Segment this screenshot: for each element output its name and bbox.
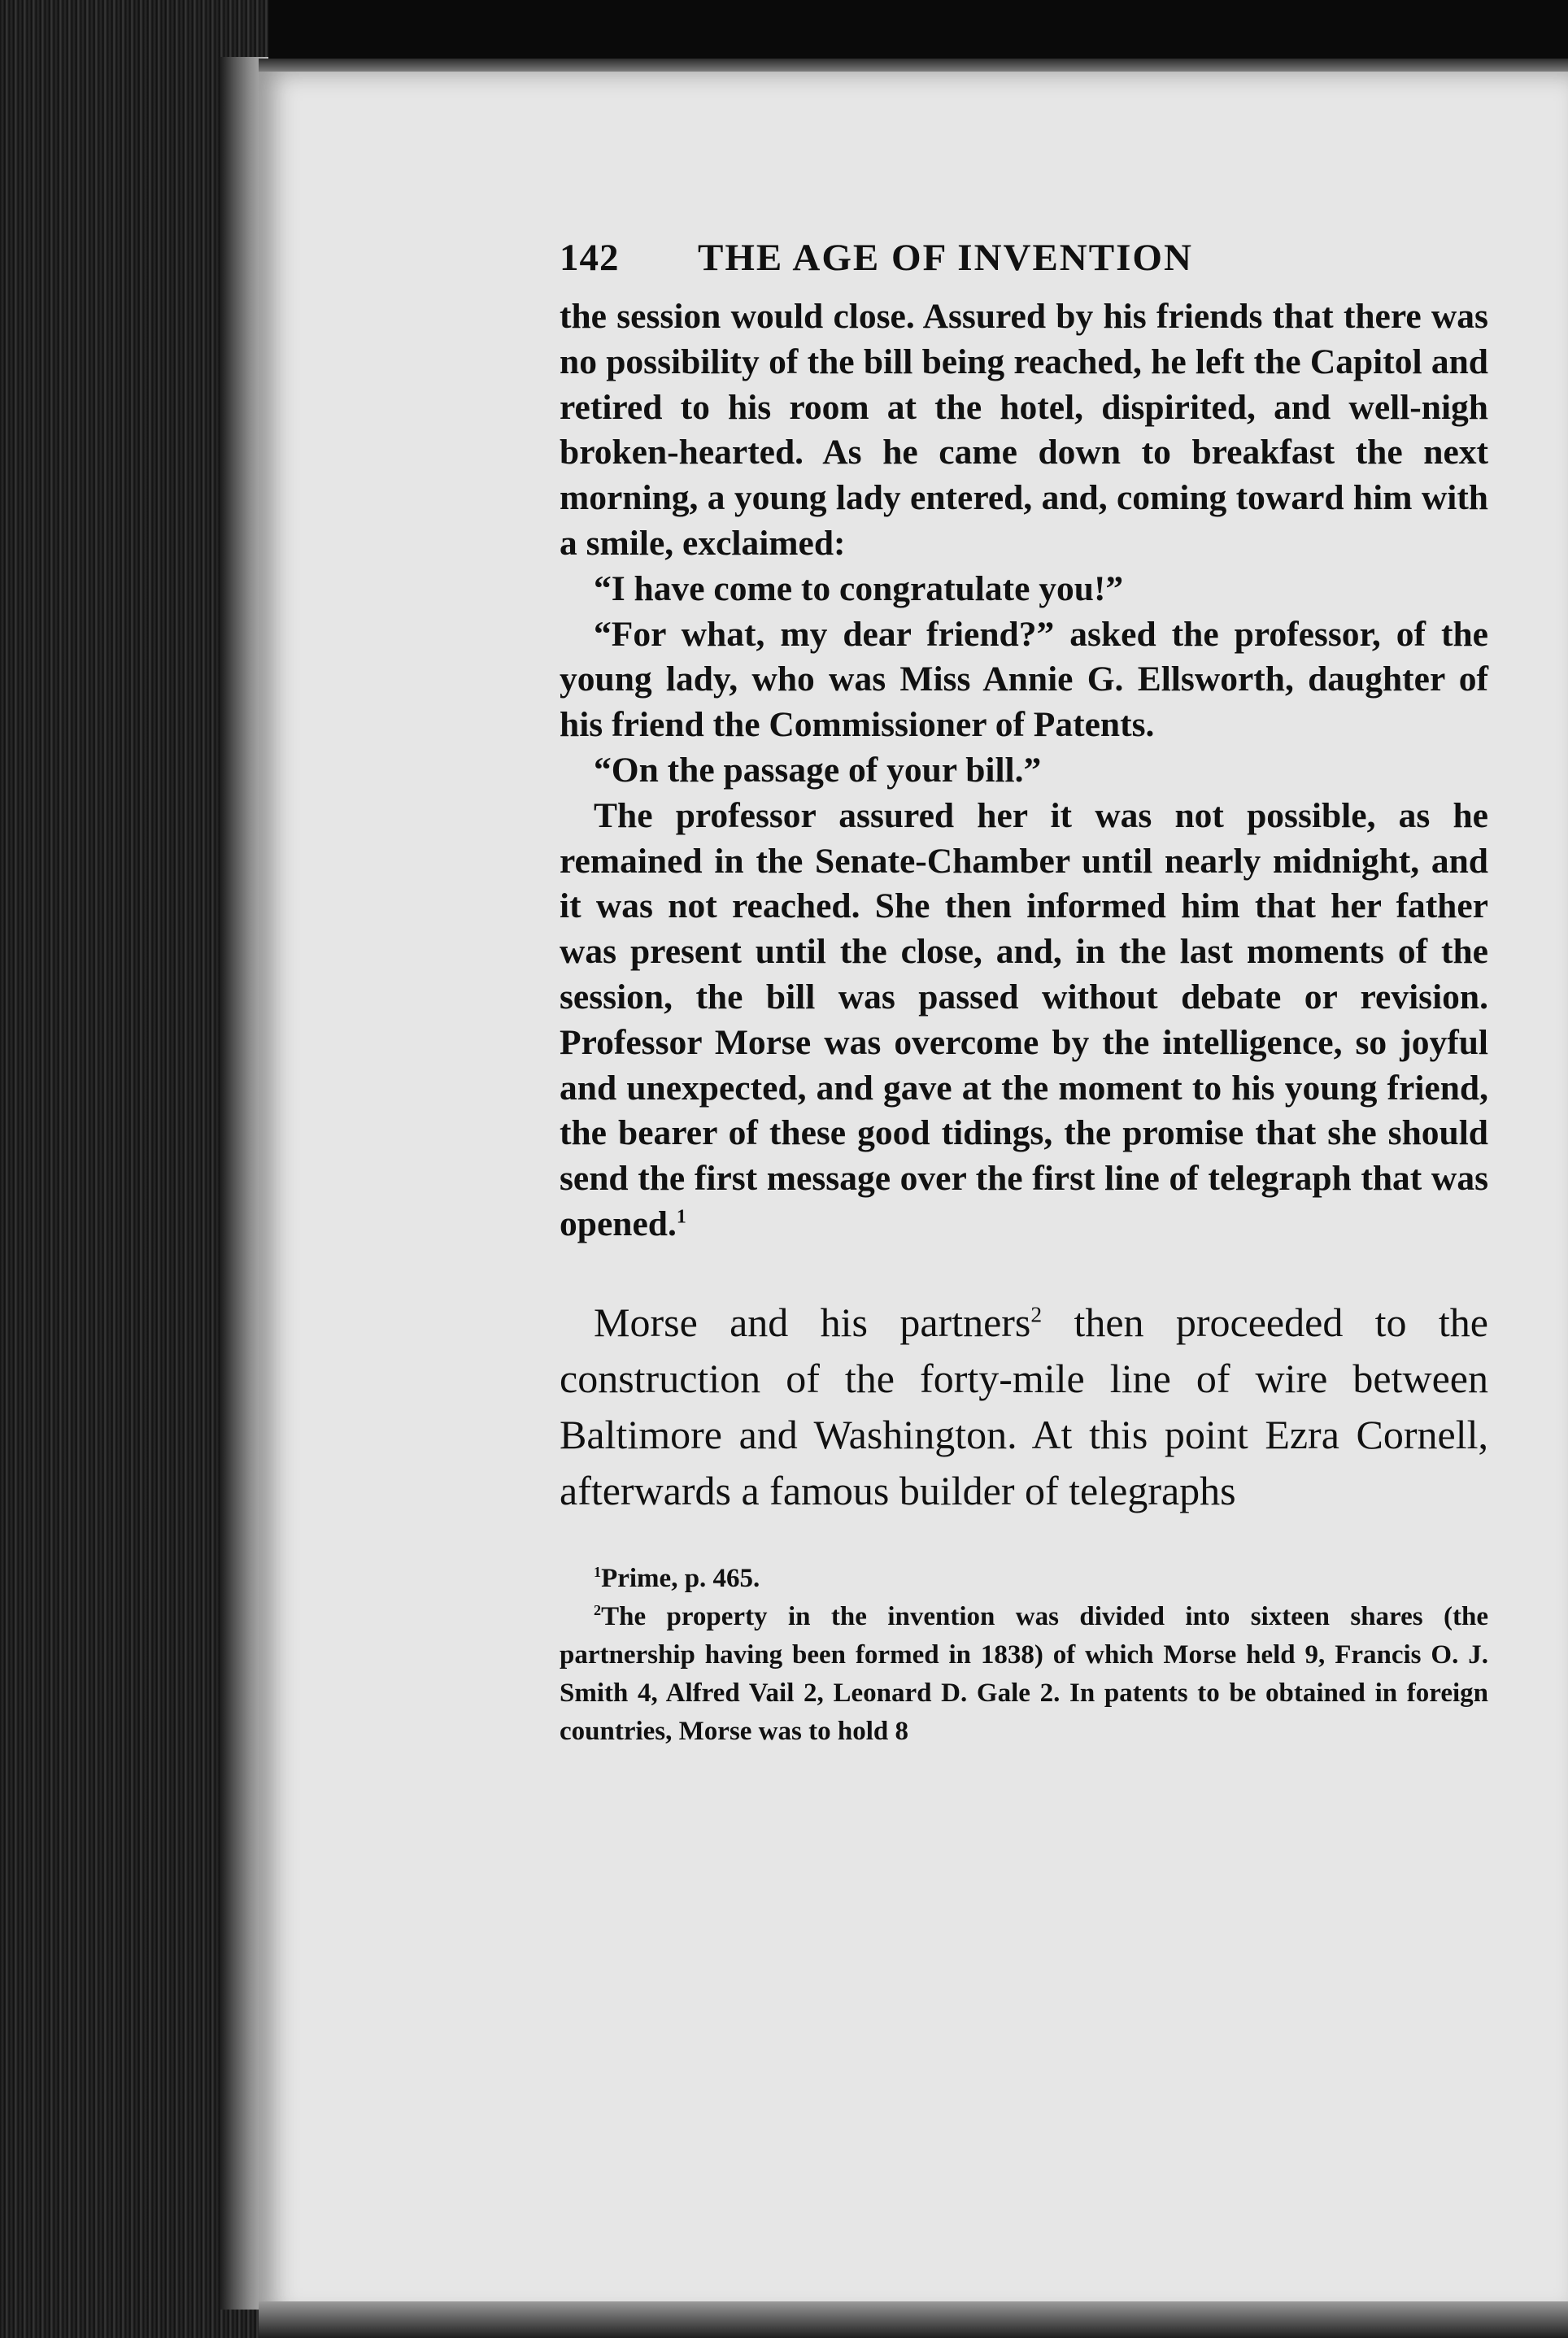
paragraph: “On the passage of your bill.”: [594, 750, 1042, 790]
footnotes: [560, 1560, 1488, 1751]
footnote-number: 2: [594, 1601, 602, 1618]
footnote-marker: 2: [1030, 1301, 1043, 1327]
paragraph: “For what, my dear friend?” asked the professor, of the young lady, who was Miss Annie G. Ellsworth, daughter of his friend the Commissioner of Patents.: [560, 614, 1488, 745]
paragraph: [560, 794, 1488, 1247]
footnote-text: Prime, p. 465.: [601, 1563, 760, 1593]
section-paragraph: [560, 1295, 1488, 1519]
footnote: [560, 1598, 1488, 1751]
running-title: THE AGE OF INVENTION: [698, 237, 1193, 279]
section-text-b: then proceeded to the construction of the forty-mile line of wire between Baltimore and Washington. At this point Ezra Cornell, afterwards a famous builder of telegraphs: [560, 1299, 1488, 1513]
footnote-text: The property in the invention was divided into sixteen shares (the partnership having been formed in 1838) of which Morse held 9, Francis O. J. Smith 4, Alfred Vail 2, Leonard D. Gale 2. In patents to be obtained in foreign countries, Morse was to hold 8: [560, 1601, 1488, 1746]
footnote-marker: 1: [676, 1206, 686, 1228]
body-text: [560, 294, 1488, 1247]
page-number: 142: [560, 237, 620, 279]
running-head: [560, 236, 1488, 280]
footnote: [560, 1560, 1488, 1598]
paragraph: the session would close. Assured by his friends that there was no possibility of the bill being reached, he left the Capitol and retired to his room at the hotel, dispirited, and well-nigh broken-hearted. As he came down to breakfast the next morning, a young lady entered, and, coming toward him with a smile, exclaimed:: [560, 297, 1488, 563]
footnote-number: 1: [594, 1563, 602, 1580]
paragraph: “I have come to congratulate you!”: [594, 568, 1124, 608]
section-text-a: Morse and his partners: [594, 1299, 1031, 1345]
page-content: [560, 236, 1488, 1751]
paragraph-text: The professor assured her it was not possible, as he remained in the Senate-Chamber until nearly midnight, and it was not reached. She then informed him that her father was present until the close, and, in the last moments of the session, the bill was passed without debate or revision. Professor Morse was overcome by the intelligence, so joyful and unexpected, and gave at the moment to his young friend, the bearer of these good tidings, the promise that she should send the first message over the first line of telegraph that was opened.: [560, 795, 1488, 1243]
page-bottom-shadow: [259, 2301, 1568, 2338]
